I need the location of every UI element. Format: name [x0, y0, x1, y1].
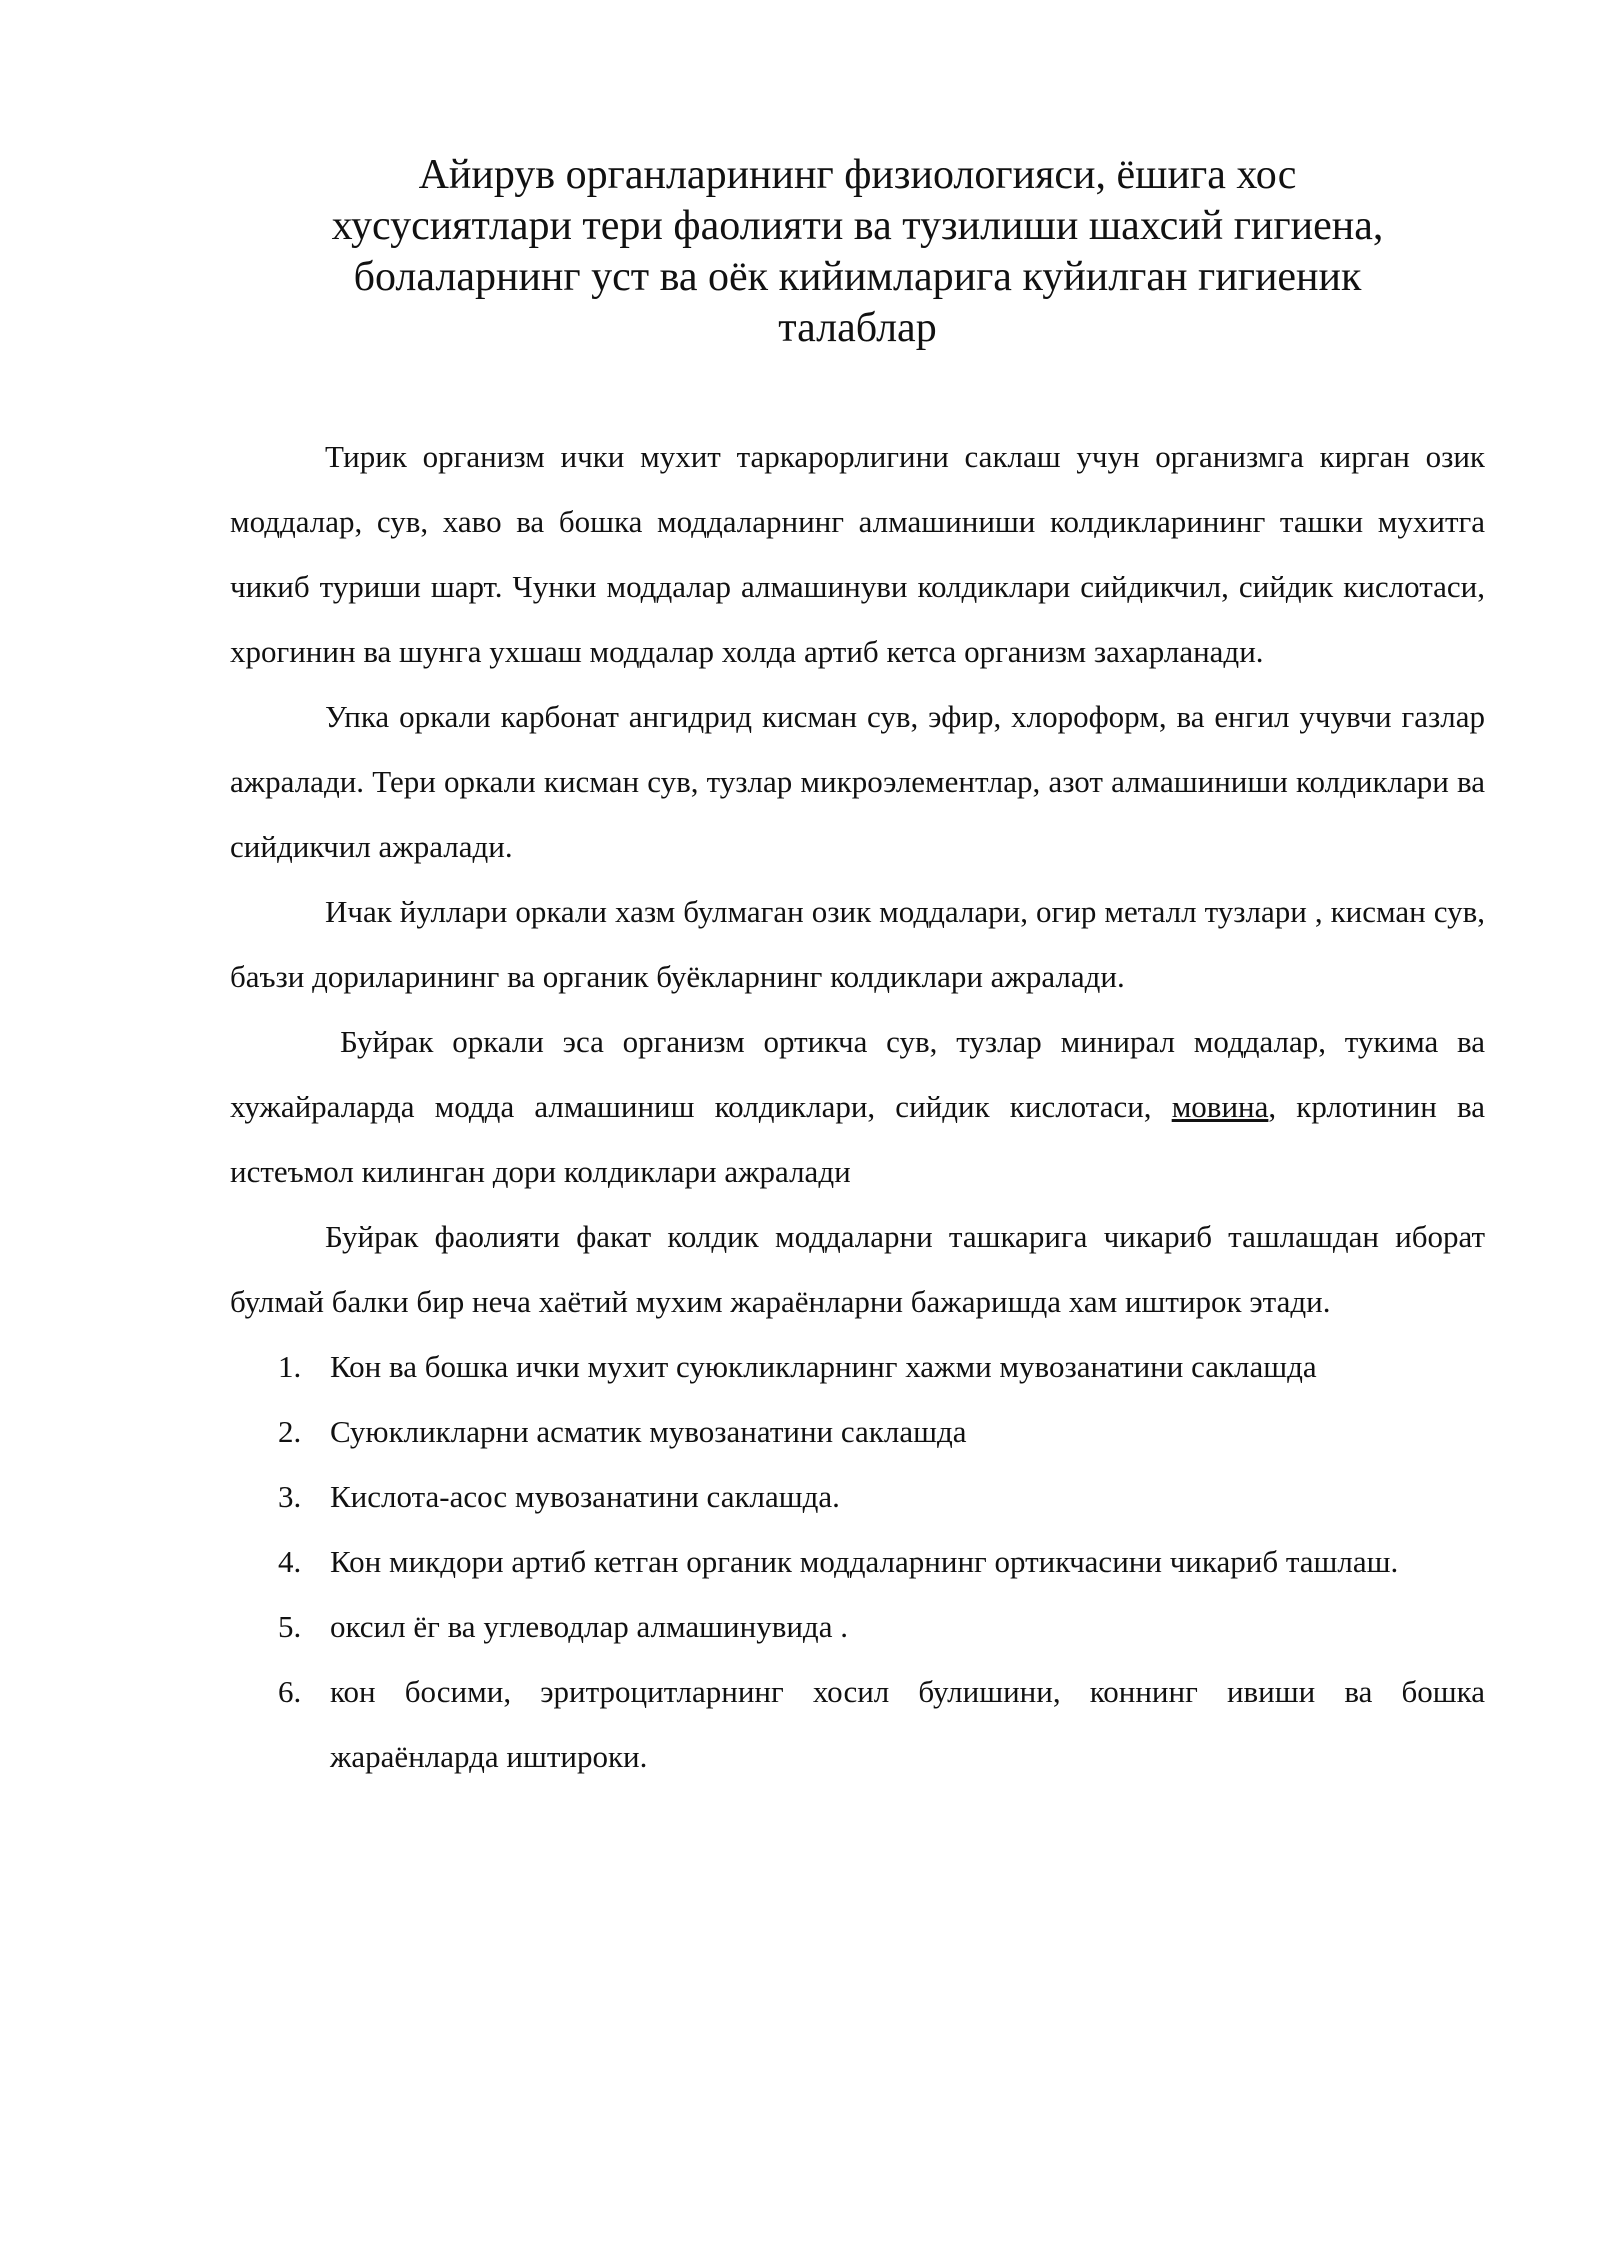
underlined-word: мовина: [1171, 1089, 1269, 1124]
list-number: 4.: [278, 1544, 302, 1579]
list-item: [230, 1529, 1485, 1594]
title-line: болаларнинг уст ва оёк кийимларига куйилган гигиеник: [353, 254, 1362, 300]
paragraph-text: Буйрак оркали эса организм ортикча сув, тузлар минирал моддалар, тукима ва хужайраларда модда алмашиниш колдиклари, сийдик кислотаси,: [230, 1024, 1485, 1124]
list-item: [230, 1334, 1485, 1399]
list-item: [230, 1399, 1485, 1464]
list-item-text: Суюкликларни асматик мувозанатини саклашда: [330, 1414, 967, 1449]
list-item: [230, 1659, 1485, 1789]
list-item-text: Кислота-асос мувозанатини саклашда.: [330, 1479, 840, 1514]
list-number: 1.: [278, 1349, 302, 1384]
paragraph: Ичак йуллари оркали хазм булмаган озик моддалари, огир металл тузлари , кисман сув, баъзи дориларининг ва органик буёкларнинг колдиклари ажралади.: [230, 894, 1485, 994]
list-item: [230, 1464, 1485, 1529]
list-item-text: Кон микдори артиб кетган органик моддаларнинг ортикчасини чикариб ташлаш.: [330, 1544, 1399, 1579]
paragraph: [230, 1009, 1485, 1204]
list-item-text: оксил ёг ва углеводлар алмашинувида .: [330, 1609, 848, 1644]
paragraph: Упка оркали карбонат ангидрид кисман сув, эфир, хлороформ, ва енгил учувчи газлар ажралади. Тери оркали кисман сув, тузлар микроэлементлар, азот алмашиниши колдиклари ва сийдикчил ажралади.: [230, 699, 1485, 864]
list-item: [230, 1594, 1485, 1659]
document-title: [230, 150, 1485, 354]
list-number: 2.: [278, 1414, 302, 1449]
title-line: талаблар: [778, 305, 937, 351]
paragraph: Буйрак фаолияти факат колдик моддаларни ташкарига чикариб ташлашдан иборат булмай балки бир неча хаётий мухим жараёнларни бажаришда хам иштирок этади.: [230, 1219, 1485, 1319]
list-number: 5.: [278, 1609, 302, 1644]
title-line: Айирув органларининг физиологияси, ёшига хос: [418, 152, 1297, 198]
title-line: хусусиятлари тери фаолияти ва тузилиши шахсий гигиена,: [331, 203, 1384, 249]
list-number: 6.: [278, 1674, 302, 1709]
list-item-text: Кон ва бошка ички мухит суюкликларнинг хажми мувозанатини саклашда: [330, 1349, 1317, 1384]
list-number: 3.: [278, 1479, 302, 1514]
numbered-list: [230, 1334, 1485, 1789]
document-body: [230, 424, 1485, 1789]
paragraph-text: , крлотинин ва истеъмол килинган дори колдиклари ажралади: [230, 1089, 1485, 1189]
paragraph: Тирик организм ички мухит таркарорлигини саклаш учун организмга кирган озик моддалар, сув, хаво ва бошка моддаларнинг алмашиниши колдикларининг ташки мухитга чикиб туриши шарт. Чунки моддалар алмашинуви колдиклари сийдикчил, сийдик кислотаси, хрогинин ва шунга ухшаш моддалар холда артиб кетса организм захарланади.: [230, 439, 1485, 669]
list-item-text: кон босими, эритроцитларнинг хосил булишини, коннинг ивиши ва бошка жараёнларда иштироки.: [330, 1674, 1485, 1774]
document-page: [230, 150, 1485, 1789]
